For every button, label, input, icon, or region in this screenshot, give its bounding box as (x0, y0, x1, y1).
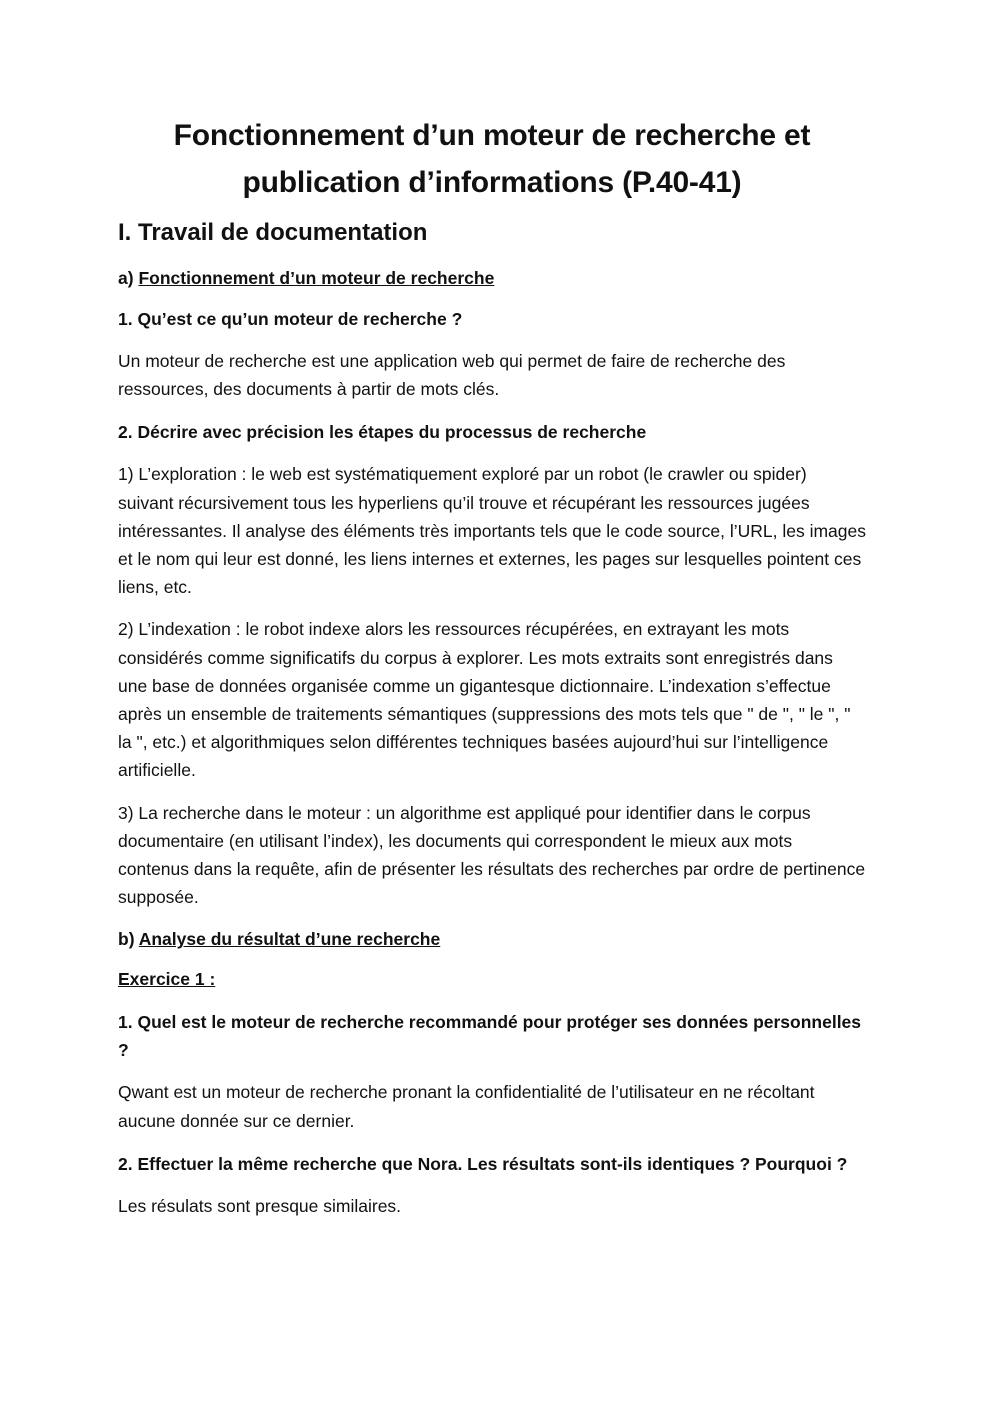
question-1: 1. Qu’est ce qu’un moteur de recherche ? (118, 309, 463, 329)
part-a-prefix: a) (118, 268, 139, 288)
document-page (118, 112, 866, 1220)
exercise-1-question-2: 2. Effectuer la même recherche que Nora. Les résultats sont-ils identiques ? Pourquoi ? (118, 1153, 848, 1174)
question-2: 2. Décrire avec précision les étapes du processus de recherche (118, 422, 647, 443)
step-recherche: 3) La recherche dans le moteur : un algorithme est appliqué pour identifier dans le corpus documentaire (en utilisant l’index), les documents qui correspondent le mieux aux mots contenus dans la requête, afin de présenter les résultats des recherches par ordre de pertinence supposée. (118, 802, 866, 908)
part-b-heading (118, 927, 866, 951)
exercise-1-answer-2: Les résulats sont presque similaires. (118, 1195, 402, 1216)
exercise-1-answer-1: Qwant est un moteur de recherche pronant la confidentialité de l’utilisateur en ne récoltant aucune donnée sur ce dernier. (118, 1082, 815, 1131)
step-indexation: 2) L’indexation : le robot indexe alors les ressources récupérées, en extrayant les mots considérés comme significatifs du corpus à explorer. Les mots extraits sont enregistrés dans une base de données organisée comme un gigantesque dictionnaire. L’indexation s’effectue après un ensemble de traitements sémantiques (suppressions des mots tels que " de ", " le ", " la ", etc.) et algorithmiques selon différentes techniques basées aujourd’hui sur l’intelligence artificielle. (118, 619, 851, 781)
document-title: Fonctionnement d’un moteur de recherche et publication d’informations (P.40-41) (173, 119, 811, 199)
exercise-1-label: Exercice 1 : (118, 969, 216, 990)
part-a-label: Fonctionnement d’un moteur de recherche (138, 268, 495, 288)
part-a-heading (118, 266, 866, 290)
answer-1: Un moteur de recherche est une application web qui permet de faire de recherche des ressources, des documents à partir de mots clés. (118, 351, 786, 400)
step-exploration: 1) L’exploration : le web est systématiquement exploré par un robot (le crawler ou spider) suivant récursivement tous les hyperliens qu’il trouve et récupérant les ressources jugées intéressantes. Il analyse des éléments très importants tels que le code source, l’URL, les images et le nom qui leur est donné, les liens internes et externes, les pages sur lesquelles pointent ces liens, etc. (118, 464, 866, 598)
exercise-1-question-1: 1. Quel est le moteur de recherche recommandé pour protéger ses données personnelles ? (118, 1012, 862, 1061)
section-heading: I. Travail de documentation (118, 219, 428, 246)
part-b-prefix: b) (118, 929, 139, 950)
part-b-label: Analyse du résultat d’une recherche (138, 929, 441, 950)
